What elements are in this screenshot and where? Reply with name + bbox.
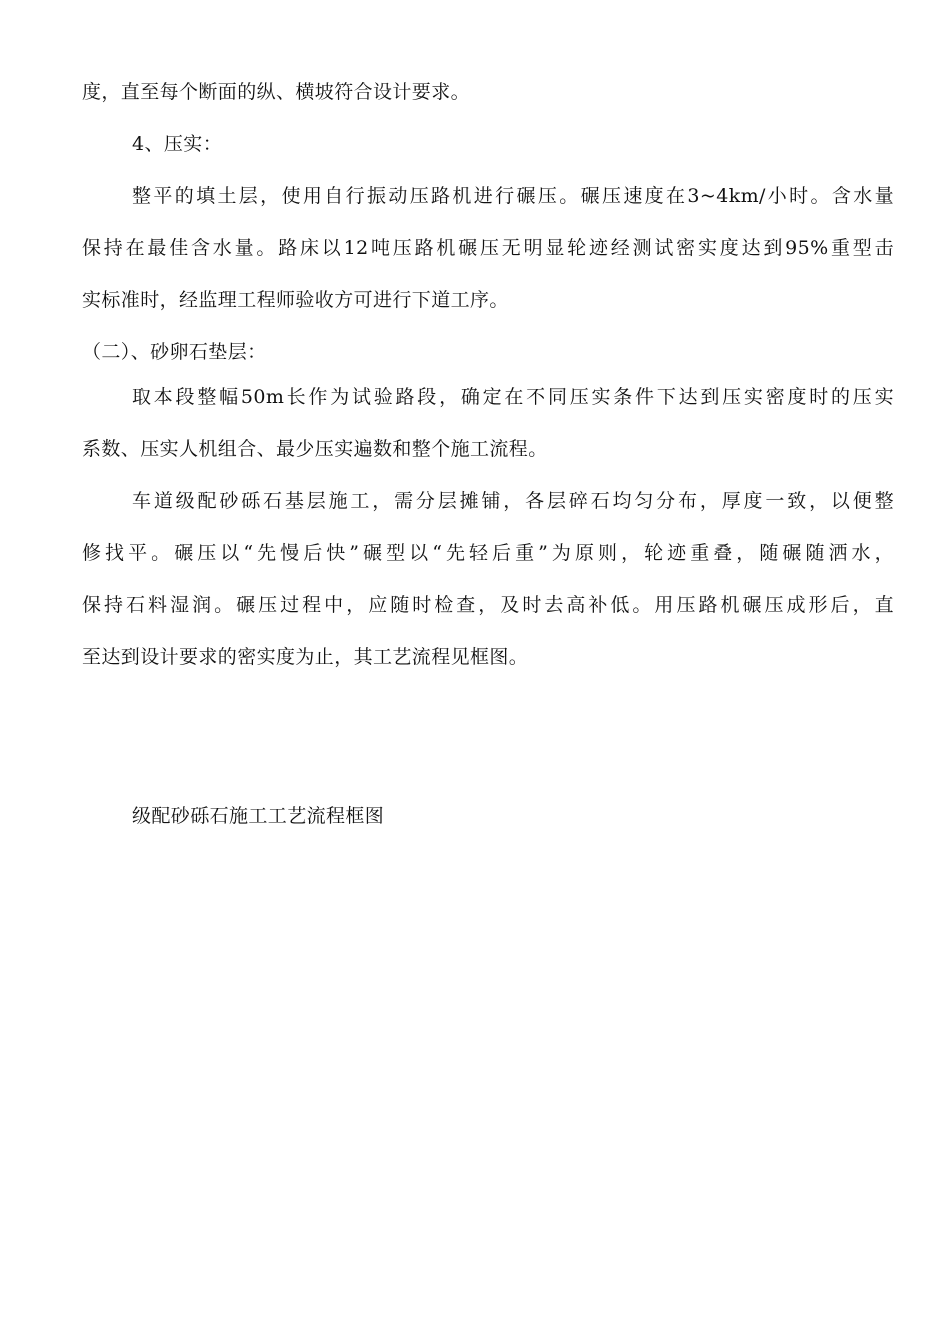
paragraph-line: 取本段整幅50m长作为试验路段，确定在不同压实条件下达到压实密度时的压实 — [132, 386, 894, 408]
section-heading: （二）、砂卵石垫层： — [82, 341, 267, 363]
paragraph-line: 实标准时，经监理工程师验收方可进行下道工序。 — [82, 289, 509, 311]
paragraph-line: 保持石料湿润。碾压过程中，应随时检查，及时去高补低。用压路机碾压成形后，直 — [82, 594, 894, 616]
paragraph-line: 至达到设计要求的密实度为止，其工艺流程见框图。 — [82, 646, 529, 668]
paragraph-line: 修找平。碾压以“先慢后快”碾型以“先轻后重”为原则，轮迹重叠，随碾随洒水， — [82, 542, 894, 564]
paragraph-line: 车道级配砂砾石基层施工，需分层摊铺，各层碎石均匀分布，厚度一致，以便整 — [132, 490, 894, 512]
paragraph-line: 系数、压实人机组合、最少压实遍数和整个施工流程。 — [82, 438, 548, 460]
paragraph-line: 保持在最佳含水量。路床以12吨压路机碾压无明显轮迹经测试密实度达到95%重型击 — [82, 237, 894, 259]
paragraph-line: 整平的填土层，使用自行振动压路机进行碾压。碾压速度在3~4km/小时。含水量 — [132, 185, 894, 207]
figure-caption: 级配砂砾石施工工艺流程框图 — [132, 805, 385, 827]
section-heading: 4、压实： — [132, 133, 223, 155]
paragraph-line: 度，直至每个断面的纵、横坡符合设计要求。 — [82, 81, 471, 103]
